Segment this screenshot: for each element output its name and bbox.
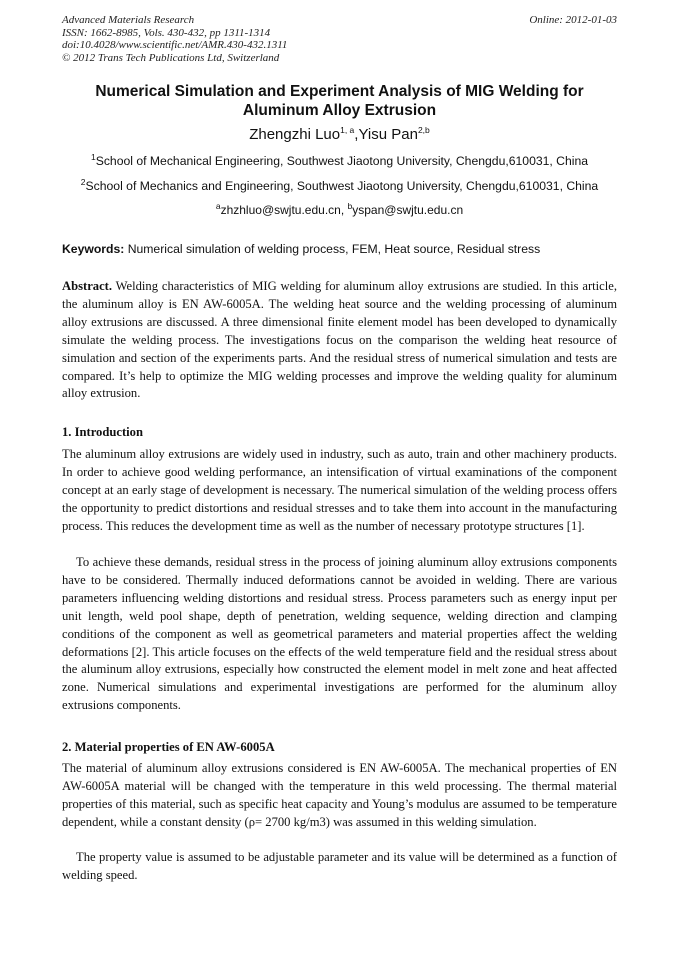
intro-paragraph-2: To achieve these demands, residual stress in the process of joining aluminum alloy extrusions components have to be considered. Thermally induced deformations cannot be avoided in welding. There are various parameters influencing welding distortions and residual stress. Process parameters such as energy input per unit length, weld pool shape, depth of penetration, welding sequence, welding direction and clamping conditions of the component as well as geometrical parameters and material properties affect the welding deformations [2]. This article focuses on the effects of the weld temperature field and the residual stress about the aluminum alloy extrusions, especially how constructed the element model in melt zone and heat affected zone. Numerical simulations and experimental investigations are performed for the aluminum alloy extrusions components. [62, 555, 617, 713]
affiliation-1 [62, 151, 617, 168]
affiliation-1-sup: 1 [90, 151, 96, 162]
journal-name: Advanced Materials Research [62, 14, 195, 26]
author-list [62, 126, 617, 143]
author-separator: , [354, 126, 359, 143]
material-paragraph-2: The property value is assumed to be adjustable parameter and its value will be determined as a function of welding speed. [62, 850, 617, 882]
email-a-sup: a [215, 201, 221, 211]
email-b-sup: b [347, 201, 353, 211]
author-2-name: Yisu Pan [358, 126, 418, 143]
issn-line: ISSN: 1662-8985, Vols. 430-432, pp 1311-1314 [62, 26, 271, 39]
author-2-sup: 2,b [417, 125, 430, 135]
section-heading-material-properties: 2. Material properties of EN AW-6005A [62, 740, 275, 754]
online-date: Online: 2012-01-03 [529, 14, 617, 26]
abstract [62, 278, 617, 403]
title-line-2: Aluminum Alloy Extrusion [242, 102, 437, 119]
copyright-line: © 2012 Trans Tech Publications Ltd, Switzerland [62, 51, 280, 64]
author-1-sup: 1, a [340, 125, 355, 135]
keywords-text: Numerical simulation of welding process, FEM, Heat source, Residual stress [124, 242, 541, 256]
keywords-label: Keywords: [62, 242, 125, 256]
affiliation-1-text: School of Mechanical Engineering, Southwest Jiaotong University, Chengdu,610031, China [95, 154, 589, 168]
material-paragraph-1: The material of aluminum alloy extrusions considered is EN AW-6005A. The mechanical properties of EN AW-6005A material will be changed with the temperature in this weld processing. The thermal material properties of this material, such as specific heat capacity and Young’s modulus are assumed to be temperature dependent, while a constant density (ρ= 2700 kg/m3) was assumed in this welding simulation. [62, 761, 617, 829]
affiliation-2-text: School of Mechanics and Engineering, Southwest Jiaotong University, Chengdu,610031, China [85, 179, 599, 193]
paper-title [62, 82, 617, 120]
affiliation-2 [62, 176, 617, 193]
affiliation-2-sup: 2 [80, 176, 86, 187]
title-line-1: Numerical Simulation and Experiment Analysis of MIG Welding for [95, 83, 584, 100]
abstract-label: Abstract. [62, 279, 113, 293]
abstract-text: Welding characteristics of MIG welding for aluminum alloy extrusions are studied. In this article, the aluminum alloy is EN AW-6005A. The welding heat source and the welding processing of aluminum alloy extrusions are discussed. A three dimensional finite element model has been developed to dynamically simulate the welding process. The investigations focus on the comparison the welding heat resource of simulation and section of the experiments parts. And the residual stress of numerical simulation and tests are compared. It’s help to optimize the MIG welding processes and improve the welding quality for aluminum alloy extrusion. [62, 279, 617, 401]
author-1-name: Zhengzhi Luo [249, 126, 341, 143]
email-a[interactable]: zhzhluo@swjtu.edu.cn, [220, 203, 348, 217]
section-heading-introduction: 1. Introduction [62, 425, 143, 439]
intro-paragraph-1: The aluminum alloy extrusions are widely used in industry, such as auto, train and other machinery products. In order to achieve good welding performance, an intensification of virtual examinations of the component concept at an early stage of development is necessary. The numerical simulation of the welding process offers the opportunity to predict distortions and residual stresses and to take them into account in the manufacturing process. This reduces the development time as well as the number of necessary prototype structures [1]. [62, 447, 617, 533]
journal-header [62, 14, 617, 64]
author-emails [62, 203, 617, 217]
email-b[interactable]: yspan@swjtu.edu.cn [352, 203, 464, 217]
keywords [62, 242, 617, 256]
doi-line: doi:10.4028/www.scientific.net/AMR.430-432.1311 [62, 39, 288, 51]
